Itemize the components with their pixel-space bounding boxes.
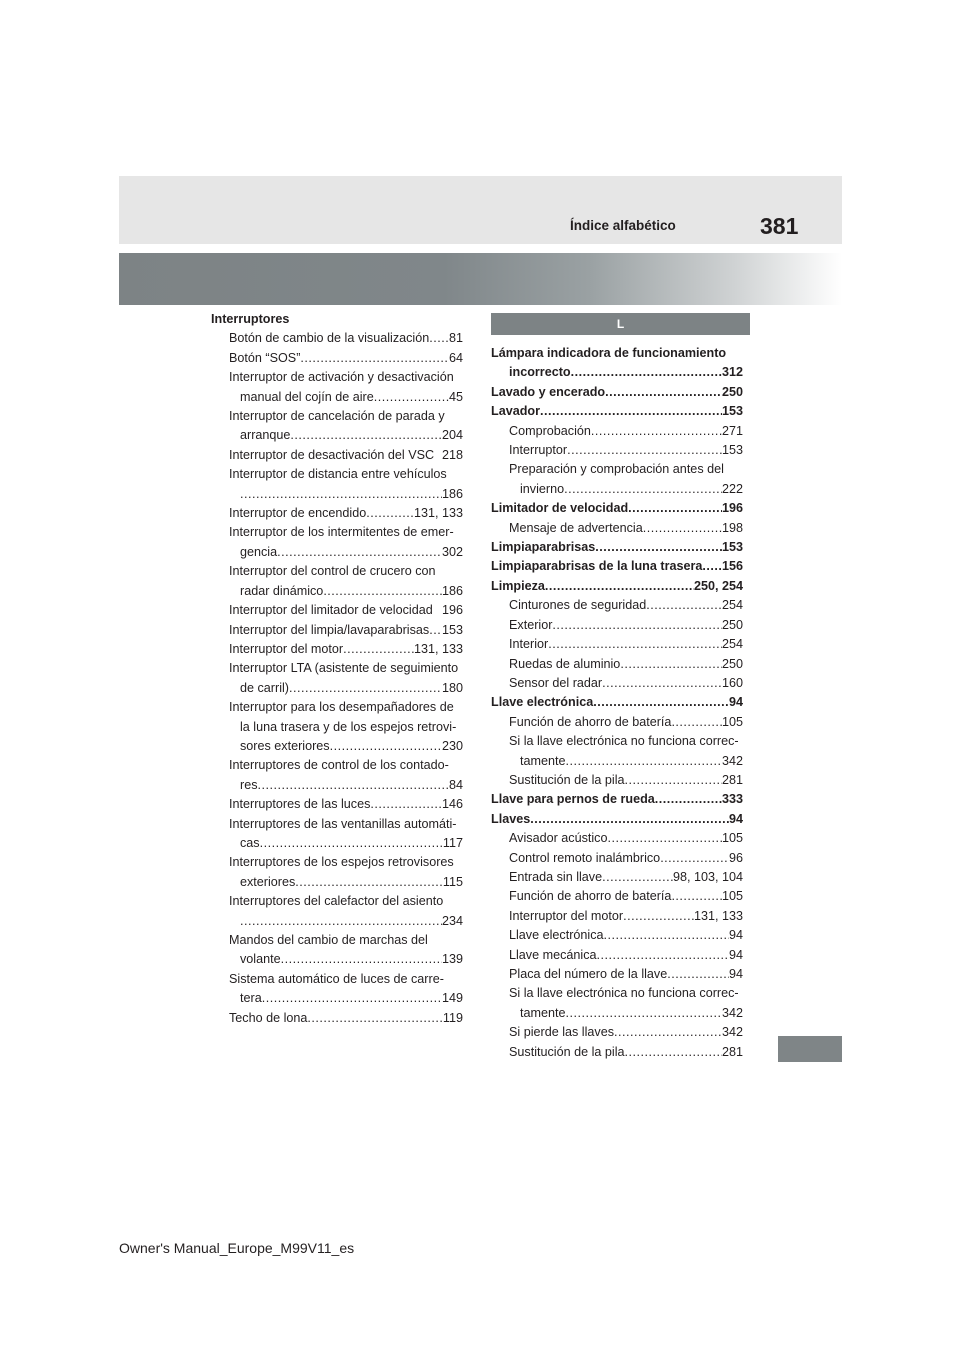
index-entry-text: Interruptor de distancia entre vehículos <box>229 467 447 482</box>
index-entry <box>211 426 463 445</box>
index-entry-text: Mensaje de advertencia <box>509 520 643 535</box>
index-entry-text: gencia <box>240 544 278 559</box>
index-entry-page: 204 <box>441 428 463 443</box>
index-entry <box>211 912 463 931</box>
dot-leader <box>258 776 449 795</box>
index-entry <box>211 601 463 620</box>
index-entry-text: Llave mecánica <box>509 947 597 962</box>
dot-leader <box>593 693 729 712</box>
index-entry <box>211 931 463 950</box>
index-entry-text: Interruptor de cancelación de parada y <box>229 409 445 424</box>
index-entry <box>211 679 463 698</box>
dot-leader <box>591 422 722 441</box>
index-entry <box>491 480 743 499</box>
index-entry-page: 250, 254 <box>693 578 743 593</box>
index-entry <box>211 795 463 814</box>
index-entry-text: Interruptor de activación y desactivación <box>229 370 454 385</box>
index-entry-page: 115 <box>442 874 463 889</box>
index-entry <box>211 329 463 348</box>
index-entry-page: 105 <box>721 889 743 904</box>
index-entry-page: 250 <box>721 384 743 399</box>
index-entry-page: 94 <box>728 947 743 962</box>
index-entry-text: Función de ahorro de batería <box>509 889 672 904</box>
index-entry-page: 230 <box>441 738 463 753</box>
dot-leader <box>702 557 722 576</box>
index-entry <box>491 616 743 635</box>
index-entry-text: Si la llave electrónica no funciona correc- <box>509 986 739 1001</box>
dot-leader <box>571 363 722 382</box>
index-entry-page: 281 <box>721 1044 743 1059</box>
index-column-right <box>491 344 743 1062</box>
index-entry-text: Placa del número de la llave <box>509 967 668 981</box>
index-entry-page: 312 <box>721 365 743 380</box>
index-entry <box>491 693 743 712</box>
index-entry <box>491 577 743 596</box>
dot-leader <box>646 596 722 615</box>
index-entry-text: Interruptor del limpia/lavaparabrisas <box>229 622 430 637</box>
index-entry <box>211 562 463 581</box>
index-entry-page: 81 <box>448 331 463 346</box>
index-entry-page: 302 <box>441 544 463 559</box>
index-entry-text: Interior <box>509 637 549 652</box>
index-entry-page: 153 <box>721 404 743 419</box>
index-entry-page: 64 <box>448 350 463 365</box>
index-entry-text: Interruptor del limitador de velocidad <box>229 603 433 618</box>
index-entry <box>491 868 743 887</box>
dot-leader <box>277 543 442 562</box>
index-entry <box>491 1004 743 1023</box>
index-entry-page: 342 <box>721 1005 743 1020</box>
dot-leader <box>530 810 729 829</box>
index-entry-page: 146 <box>441 797 463 812</box>
dot-leader <box>602 674 722 693</box>
index-entry <box>211 950 463 969</box>
dot-leader <box>289 679 442 698</box>
index-entry-text: Interruptor de encendido <box>229 506 367 521</box>
dot-leader <box>240 912 442 931</box>
dot-leader <box>295 873 443 892</box>
dot-leader <box>604 926 729 945</box>
index-entry-page: 250 <box>721 617 743 632</box>
index-entry-text: radar dinámico <box>240 583 324 598</box>
index-entry <box>491 1023 743 1042</box>
dot-leader <box>370 795 442 814</box>
index-entry-text: Lavado y encerado <box>491 384 606 399</box>
index-entry <box>211 465 463 484</box>
index-entry-page: 156 <box>721 559 743 574</box>
index-entry-text: Preparación y comprobación antes del <box>509 462 724 477</box>
index-entry <box>211 659 463 678</box>
index-entry-text: tera <box>240 991 262 1006</box>
index-entry <box>211 698 463 717</box>
dot-leader <box>330 737 442 756</box>
index-entry <box>211 368 463 387</box>
index-entry-text: Comprobación <box>509 423 591 438</box>
index-entry-page: 119 <box>442 1010 463 1025</box>
index-entry-page: 153 <box>441 622 463 637</box>
dot-leader <box>566 752 722 771</box>
index-entry-page: 131, 133 <box>413 506 463 521</box>
index-entry-page: 131, 133 <box>693 908 743 923</box>
index-entry-page: 149 <box>441 991 463 1006</box>
index-entry-text: volante <box>240 952 281 967</box>
index-entry <box>211 640 463 659</box>
index-entry-page: 222 <box>721 481 743 496</box>
index-entry <box>491 771 743 790</box>
index-entry <box>211 815 463 834</box>
index-entry-page: 250 <box>721 656 743 671</box>
index-entry <box>211 970 463 989</box>
index-entry-text: Interruptor del control de crucero con <box>229 564 436 579</box>
page-number: 381 <box>760 213 799 239</box>
index-entry <box>491 422 743 441</box>
index-entry-text: Interruptor <box>509 443 568 458</box>
dot-leader <box>429 621 442 640</box>
index-entry-text: Interruptores del calefactor del asiento <box>229 894 444 909</box>
index-entry <box>211 523 463 542</box>
index-entry-page: 180 <box>441 680 463 695</box>
index-entry-page: 333 <box>721 792 743 807</box>
index-entry-page: 254 <box>721 598 743 613</box>
index-entry <box>491 790 743 809</box>
dot-leader <box>623 907 694 926</box>
index-entry-text: Botón “SOS” <box>229 350 301 365</box>
index-entry <box>491 402 743 421</box>
index-entry-page: 94 <box>728 695 743 710</box>
dot-leader <box>655 790 722 809</box>
index-entry <box>211 543 463 562</box>
dot-leader <box>564 480 722 499</box>
index-entry <box>491 1043 743 1062</box>
index-entry-page: 131, 133 <box>413 641 463 656</box>
dot-leader <box>602 868 673 887</box>
dot-leader <box>366 504 414 523</box>
index-entry-text: Llave electrónica <box>491 695 594 710</box>
index-entry-text: Llaves <box>491 811 531 826</box>
index-entry-text: Limpieza <box>491 578 545 593</box>
index-entry <box>491 383 743 402</box>
index-entry-text: Cinturones de seguridad <box>509 598 647 613</box>
index-entry <box>491 752 743 771</box>
index-entry-text: Lámpara indicadora de funcionamiento <box>491 346 727 360</box>
index-entry-page: 160 <box>721 675 743 690</box>
dot-leader <box>290 426 442 445</box>
dot-leader <box>595 538 722 557</box>
index-entry <box>211 582 463 601</box>
index-entry <box>491 519 743 538</box>
index-entry-text: invierno <box>520 481 565 496</box>
dot-leader <box>545 577 694 596</box>
index-entry <box>211 776 463 795</box>
index-entry-text: Interruptor del motor <box>509 908 624 923</box>
index-entry <box>491 926 743 945</box>
index-entry-page: 281 <box>721 772 743 787</box>
dot-leader <box>566 1004 722 1023</box>
index-entry-page: 84 <box>448 777 463 792</box>
index-entry <box>211 873 463 892</box>
index-entry <box>491 907 743 926</box>
index-entry <box>491 538 743 557</box>
index-entry <box>211 407 463 426</box>
index-entry-page: 45 <box>448 389 463 404</box>
dot-leader <box>567 441 722 460</box>
index-entry-page: 234 <box>441 913 463 928</box>
dot-leader <box>552 616 722 635</box>
index-entry-page: 139 <box>441 952 463 967</box>
dot-leader <box>429 329 449 348</box>
index-entry-page: 94 <box>728 928 743 943</box>
dot-leader <box>625 771 722 790</box>
index-entry <box>211 1009 463 1028</box>
index-entry <box>491 674 743 693</box>
index-entry-text: Control remoto inalámbrico <box>509 850 661 865</box>
dot-leader <box>614 1023 722 1042</box>
index-entry-page: 196 <box>441 603 463 618</box>
index-entry <box>491 363 743 382</box>
index-entry-text: sores exteriores <box>240 738 330 753</box>
section-title: Índice alfabético <box>570 218 676 233</box>
index-entry-page: 105 <box>721 831 743 846</box>
index-entry-page: 117 <box>442 835 463 850</box>
header-band <box>119 176 842 244</box>
index-entry-text: exteriores <box>240 874 296 889</box>
index-entry-text: Si la llave electrónica no funciona correc- <box>509 734 739 749</box>
index-entry-page: 271 <box>721 423 743 438</box>
index-entry-page: 105 <box>721 714 743 729</box>
index-entry-text: Ruedas de aluminio <box>509 656 621 671</box>
index-entry-text: Exterior <box>509 617 553 632</box>
index-entry-text: Interruptor del motor <box>229 641 344 656</box>
index-entry-text: la luna trasera y de los espejos retrovi- <box>240 719 457 734</box>
dot-leader <box>597 946 729 965</box>
index-entry-text: incorrecto <box>509 365 571 380</box>
index-entry-text: arranque <box>240 428 291 443</box>
index-entry <box>211 718 463 737</box>
dot-leader <box>343 640 414 659</box>
index-entry-text: res <box>240 777 258 792</box>
index-entry <box>211 737 463 756</box>
index-entry-text: Mandos del cambio de marchas del <box>229 933 428 947</box>
header-gradient-bar <box>119 253 842 305</box>
index-entry <box>211 853 463 872</box>
index-entry-text: de carril) <box>240 680 289 695</box>
index-entry <box>491 635 743 654</box>
index-entry-text: Función de ahorro de batería <box>509 714 672 729</box>
index-entry <box>491 557 743 576</box>
index-entry-text: Entrada sin llave <box>509 869 603 884</box>
dot-leader <box>262 989 442 1008</box>
thumb-index-tab <box>778 1036 842 1062</box>
footer-text: Owner's Manual_Europe_M99V11_es <box>119 1240 355 1256</box>
dot-leader <box>307 1009 443 1028</box>
index-entry <box>211 349 463 368</box>
index-entry <box>491 984 743 1003</box>
index-entry-page: 196 <box>721 501 743 516</box>
index-entry-page: 342 <box>721 753 743 768</box>
index-entry <box>491 965 743 984</box>
dot-leader <box>671 713 722 732</box>
index-entry-page: 96 <box>728 850 743 865</box>
dot-leader <box>323 582 442 601</box>
index-entry <box>491 655 743 674</box>
index-entry <box>211 989 463 1008</box>
index-entry-text: cas <box>240 835 260 850</box>
index-entry <box>491 732 743 751</box>
dot-leader <box>671 887 722 906</box>
index-entry-text: tamente <box>520 753 566 768</box>
index-entry-text: Llave electrónica <box>509 928 604 943</box>
dot-leader <box>260 834 443 853</box>
index-entry <box>211 834 463 853</box>
index-entry-page: 218 <box>441 447 463 462</box>
index-entry-text: Llave para pernos de rueda <box>491 792 655 807</box>
index-entry-page: 342 <box>721 1025 743 1040</box>
index-entry-text: Si pierde las llaves <box>509 1025 614 1040</box>
index-entry <box>211 504 463 523</box>
index-entry-text: Sustitución de la pila <box>509 1044 625 1059</box>
index-entry-text: Avisador acústico <box>509 831 608 846</box>
index-entry-page: 153 <box>721 540 743 555</box>
index-entry-text: Botón de cambio de la visualización <box>229 331 430 346</box>
dot-leader <box>607 829 722 848</box>
index-entry-page: 94 <box>728 811 743 826</box>
index-entry <box>491 596 743 615</box>
index-entry <box>211 485 463 504</box>
index-entry <box>211 446 463 465</box>
index-entry <box>491 344 743 363</box>
index-entry <box>211 310 463 329</box>
letter-heading: L <box>491 313 750 335</box>
dot-leader <box>548 635 722 654</box>
dot-leader <box>667 965 729 984</box>
index-entry-page: 94 <box>728 967 743 981</box>
index-entry-text: Interruptores de las ventanillas automáti- <box>229 816 457 831</box>
index-entry-page: 98, 103, 104 <box>672 869 743 884</box>
index-entry <box>491 499 743 518</box>
index-entry <box>491 829 743 848</box>
index-entry-text: Techo de lona <box>229 1010 308 1025</box>
index-entry-text: Sistema automático de luces de carre- <box>229 971 444 986</box>
dot-leader <box>281 950 442 969</box>
dot-leader <box>540 402 722 421</box>
index-entry <box>491 849 743 868</box>
index-entry <box>211 756 463 775</box>
dot-leader <box>605 383 722 402</box>
dot-leader <box>660 849 729 868</box>
dot-leader <box>620 655 722 674</box>
index-entry-text: Limitador de velocidad <box>491 501 629 516</box>
index-column-left <box>211 310 463 1028</box>
index-entry <box>491 946 743 965</box>
index-entry-page: 153 <box>721 443 743 458</box>
index-entry-text: Interruptores de control de los contado- <box>229 758 449 773</box>
index-entry-page: 198 <box>721 520 743 535</box>
index-entry-text: Interruptor de los intermitentes de emer- <box>229 525 454 540</box>
index-entry-text: Interruptor de desactivación del VSC <box>229 447 435 462</box>
index-entry <box>491 810 743 829</box>
index-entry-text: manual del cojín de aire <box>240 389 374 404</box>
index-entry-page: 254 <box>721 637 743 652</box>
dot-leader <box>240 485 442 504</box>
index-entry-text: Interruptores de los espejos retrovisores <box>229 855 454 870</box>
index-entry-text: Lavador <box>491 404 540 419</box>
dot-leader <box>300 349 449 368</box>
index-entry-text: Interruptores <box>211 312 290 326</box>
index-entry-text: tamente <box>520 1005 566 1020</box>
index-entry-text: Limpiaparabrisas de la luna trasera <box>491 559 703 574</box>
index-entry <box>211 388 463 407</box>
index-entry-page: 186 <box>441 486 463 501</box>
index-entry-text: Interruptor para los desempañadores de <box>229 700 454 715</box>
index-entry-text: Sensor del radar <box>509 675 603 690</box>
index-entry-text: Sustitución de la pila <box>509 772 625 787</box>
dot-leader <box>374 388 449 407</box>
index-entry-page: 186 <box>441 583 463 598</box>
index-entry <box>211 621 463 640</box>
index-entry <box>491 441 743 460</box>
index-entry-text: Interruptores de las luces <box>229 797 371 812</box>
dot-leader <box>625 1043 722 1062</box>
dot-leader <box>628 499 722 518</box>
index-entry <box>491 460 743 479</box>
index-entry <box>211 892 463 911</box>
dot-leader <box>643 519 722 538</box>
index-entry <box>491 887 743 906</box>
index-entry-text: Limpiaparabrisas <box>491 540 596 555</box>
index-entry <box>491 713 743 732</box>
index-entry-text: Interruptor LTA (asistente de seguimiento <box>229 661 459 676</box>
